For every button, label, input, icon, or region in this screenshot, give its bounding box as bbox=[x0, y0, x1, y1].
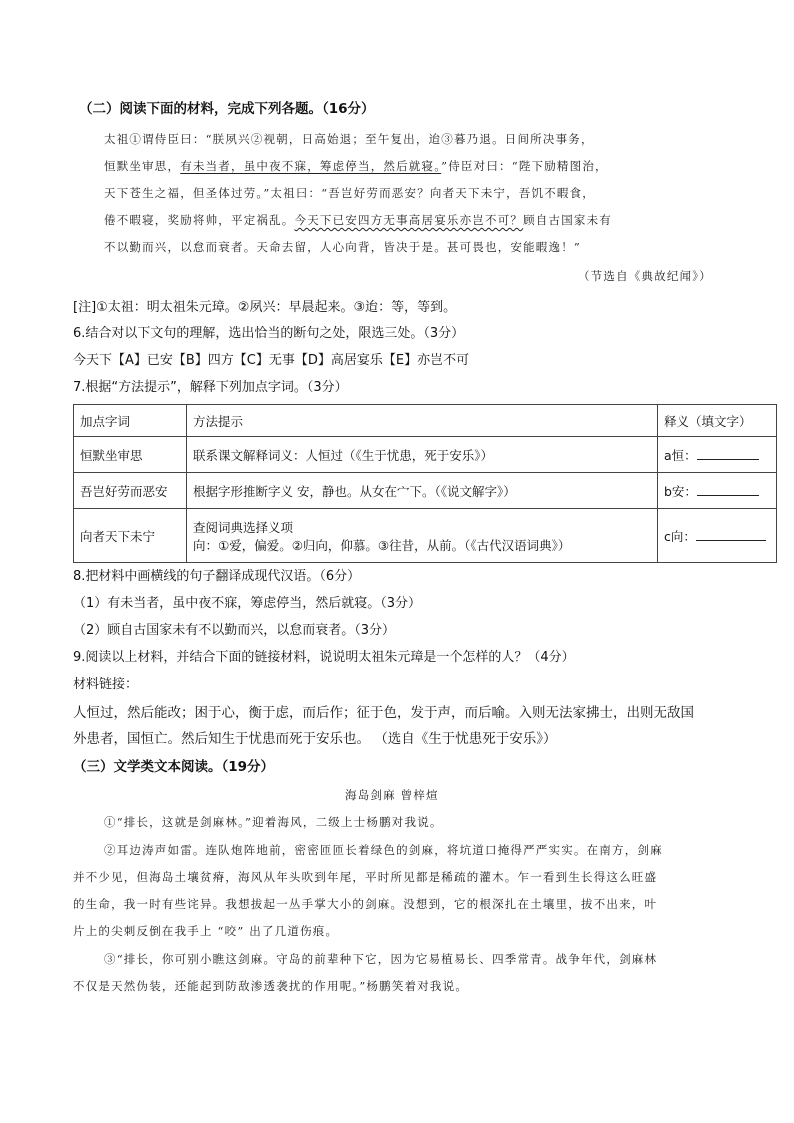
answer-blank[interactable] bbox=[697, 447, 759, 460]
question-6-sentence: 今天下【A】已安【B】四方【C】无事【D】高居宴乐【E】亦岂不可 bbox=[73, 353, 470, 368]
question-9: 9.阅读以上材料，并结合下面的链接材料，说说明太祖朱元璋是一个怎样的人？（4分） bbox=[73, 650, 575, 665]
passage-line: 不以勤而兴，以怠而衰者。天命去留，人心向背，皆决于是。甚可畏也，安能暇逸！” bbox=[104, 240, 581, 254]
method-table bbox=[73, 404, 777, 563]
passage-source: （节选自《典故纪闻》） bbox=[578, 269, 712, 283]
table-cell-word: 向者天下未宁 bbox=[74, 509, 187, 563]
answer-blank[interactable] bbox=[696, 528, 766, 541]
table-cell-hint: 根据字形推断字义 安，静也。从女在宀下。（《说文解字》） bbox=[187, 473, 658, 509]
paragraph-line: ③“排长，你可别小瞧这剑麻。守岛的前辈种下它，因为它易植易长、四季常青。战争年代，剑麻林 bbox=[104, 952, 658, 966]
passage-line: 天下苍生之福，但圣体过劳。”太祖曰：“吾岂好劳而恶安？向者天下未宁，吾饥不暇食， bbox=[104, 186, 596, 200]
table-row bbox=[74, 437, 777, 473]
paragraph-line: ②耳边涛声如雷。连队炮阵地前，密密匝匝长着绿色的剑麻，将坑道口掩得严严实实。在南方，剑麻 bbox=[104, 843, 663, 857]
table-cell-answer bbox=[658, 509, 777, 563]
table-cell-hint bbox=[187, 509, 658, 563]
answer-label: c向： bbox=[664, 528, 696, 544]
paragraph-line: 并不少见，但海岛土壤贫瘠，海风从年头吹到年尾，平时所见都是稀疏的灌木。乍一看到生长得这么旺盛 bbox=[73, 870, 658, 884]
table-cell-answer bbox=[658, 473, 777, 509]
table-cell-word: 恒默坐审思 bbox=[74, 437, 187, 473]
table-cell-answer bbox=[658, 437, 777, 473]
passage-line bbox=[104, 212, 612, 228]
answer-label: a恒： bbox=[664, 447, 697, 463]
question-8-2: （2）顾自古国家未有不以勤而兴，以怠而衰者。（3分） bbox=[73, 623, 396, 638]
passage-text: 顾自古国家未有 bbox=[523, 213, 613, 227]
table-header-cell: 方法提示 bbox=[187, 405, 658, 437]
table-header-cell: 加点字词 bbox=[74, 405, 187, 437]
paragraph-line: 片上的尖刺反倒在我手上 “咬” 出了几道伤痕。 bbox=[73, 924, 339, 938]
table-cell-word: 吾岂好劳而恶安 bbox=[74, 473, 187, 509]
passage-line: 太祖①谓侍臣曰：“朕夙兴②视朝，日高始退；至午复出，迨③暮乃退。日间所决事务， bbox=[104, 132, 594, 146]
question-7: 7.根据“方法提示”，解释下列加点字词。（3分） bbox=[73, 380, 348, 395]
question-6: 6.结合对以下文句的理解，选出恰当的断句之处，限选三处。（3分） bbox=[73, 326, 465, 341]
hint-line: 向：①爱，偏爱。②归向，仰慕。③往昔，从前。（《古代汉语词典》） bbox=[193, 537, 571, 553]
link-label: 材料链接： bbox=[73, 677, 139, 692]
table-header-row bbox=[74, 405, 777, 437]
passage-line bbox=[104, 158, 608, 174]
link-text-line: 人恒过，然后能改；困于心，衡于虑，而后作；征于色，发于声，而后喻。入则无法家拂士，出则无敌国 bbox=[73, 705, 694, 721]
paragraph-line: 不仅是天然伪装，还能起到防敌渗透袭扰的作用呢。”杨鹏笑着对我说。 bbox=[73, 979, 469, 993]
paragraph-line: 的生命，我一时有些诧异。我想拔起一丛手掌大小的剑麻。没想到，它的根深扎在土壤里，拔不出来，叶 bbox=[73, 897, 658, 911]
link-text-line: 外患者，国恒亡。然后知生于忧患而死于安乐也。 （选自《生于忧患死于安乐》） bbox=[73, 731, 557, 747]
table-row bbox=[74, 473, 777, 509]
answer-label: b安： bbox=[664, 483, 697, 499]
section-title: （二）阅读下面的材料，完成下列各题。（16分） bbox=[79, 101, 375, 117]
question-8: 8.把材料中画横线的句子翻译成现代汉语。（6分） bbox=[73, 569, 361, 584]
annotation-note: [注]①太祖：明太祖朱元璋。②夙兴：早晨起来。③迨：等，等到。 bbox=[73, 300, 457, 315]
passage-text: 倦不暇寝，奖励将帅，平定祸乱。 bbox=[104, 213, 295, 227]
paragraph-line: ①“排长，这就是剑麻林。”迎着海风，二级上士杨鹏对我说。 bbox=[104, 815, 443, 829]
section-title: （三）文学类文本阅读。（19分） bbox=[73, 759, 275, 775]
answer-blank[interactable] bbox=[697, 483, 759, 496]
passage-text: ”侍臣对曰：“陛下励精图治， bbox=[441, 159, 608, 173]
article-title: 海岛剑麻 曾梓煊 bbox=[345, 788, 439, 802]
table-row bbox=[74, 509, 777, 563]
question-8-1: （1）有未当者，虽中夜不寐，筹虑停当，然后就寝。（3分） bbox=[73, 596, 422, 611]
hint-line: 查阅词典选择义项 bbox=[193, 519, 294, 535]
table-cell-hint: 联系课文解释词义：人恒过（《生于忧患，死于安乐》） bbox=[187, 437, 658, 473]
table-header-cell: 释义（填文字） bbox=[658, 405, 777, 437]
wavy-underlined-sentence: 今天下已安四方无事高居宴乐亦岂不可？ bbox=[294, 213, 524, 227]
passage-text: 恒默坐审思， bbox=[104, 159, 181, 173]
underlined-sentence: 有未当者，虽中夜不寐，筹虑停当，然后就寝。 bbox=[180, 159, 442, 173]
